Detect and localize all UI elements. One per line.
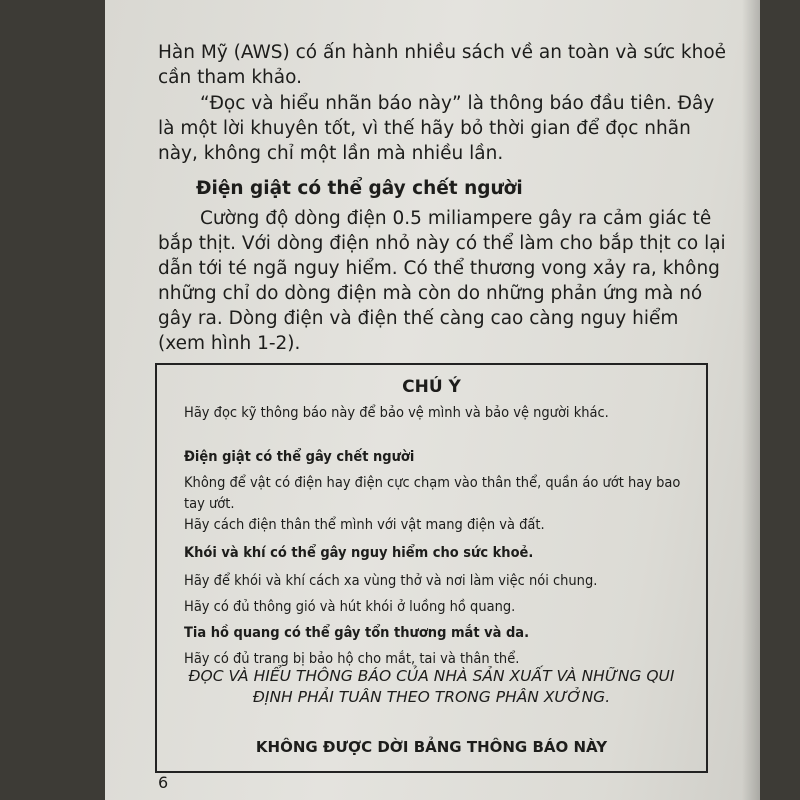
notice-heading-fumes: Khói và khí có thể gây nguy hiểm cho sức khoẻ. xyxy=(184,545,534,561)
page-edge-shadow xyxy=(742,0,760,800)
section-heading-electric-shock: Điện giật có thể gây chết người xyxy=(196,178,523,199)
notice-line-keep-fumes-away: Hãy để khói và khí cách xa vùng thở và nơi làm việc nói chung. xyxy=(184,573,598,589)
notice-line-read-carefully: Hãy đọc kỹ thông báo này để bảo vệ mình và bảo vệ người khác. xyxy=(184,405,609,421)
page-number: 6 xyxy=(158,773,169,792)
notice-line-no-contact: Không để vật có điện hay điện cực chạm vào thân thể, quần áo ướt hay bao tay ướt. xyxy=(184,475,681,512)
paragraph-current-danger: Cường độ dòng điện 0.5 miliampere gây ra cảm giác tê bắp thịt. Với dòng điện nhỏ này có thể làm cho bắp thịt co lại dẫn tới té ngã nguy hiểm. Có thể thương vong xảy ra, không những chỉ do dòng điện mà còn do những phản ứng mà nó gây ra. Dòng điện và điện thế càng cao càng nguy hiểm (xem hình 1-2). xyxy=(158,208,726,354)
notice-footer: KHÔNG ĐƯỢC DỜI BẢNG THÔNG BÁO NÀY xyxy=(255,738,608,756)
notice-line-protective-gear: Hãy có đủ trang bị bảo hộ cho mắt, tai và thân thể. xyxy=(184,651,520,667)
notice-heading-electric-shock: Điện giật có thể gây chết người xyxy=(184,449,415,465)
paragraph-aws-books: Hàn Mỹ (AWS) có ấn hành nhiều sách về an toàn và sức khoẻ cần tham khảo. xyxy=(158,42,727,88)
book-page xyxy=(105,0,760,800)
notice-heading-arc-rays: Tia hồ quang có thể gây tổn thương mắt và da. xyxy=(184,625,530,641)
notice-title: CHÚ Ý xyxy=(402,377,461,397)
notice-line-ventilation: Hãy có đủ thông gió và hút khói ở luồng hồ quang. xyxy=(184,599,516,615)
notice-line-insulate: Hãy cách điện thân thể mình với vật mang điện và đất. xyxy=(184,517,545,533)
paragraph-read-label: “Đọc và hiểu nhãn báo này” là thông báo đầu tiên. Đây là một lời khuyên tốt, vì thế hãy bỏ thời gian để đọc nhãn này, không chỉ một lần mà nhiều lần. xyxy=(158,93,715,164)
notice-italic-instructions: ĐỌC VÀ HIỂU THÔNG BÁO CỦA NHÀ SẢN XUẤT VÀ NHỮNG QUI ĐỊNH PHẢI TUÂN THEO TRONG PHÂN XƯỞNG. xyxy=(188,667,675,706)
warning-notice-box xyxy=(155,363,708,773)
